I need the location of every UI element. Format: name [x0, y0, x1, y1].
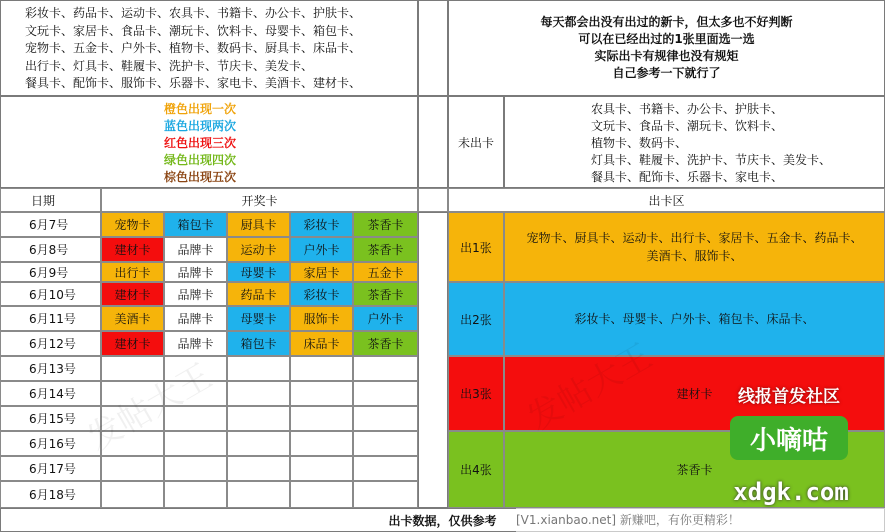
date-cell: [0, 356, 101, 381]
table-divider-col: [418, 212, 448, 508]
draw-card-cell: [101, 212, 164, 237]
draw-card-cell: [290, 306, 353, 331]
date-label: 6月17号: [29, 462, 76, 476]
header-date: [0, 188, 101, 212]
draw-card-cell: [101, 431, 164, 456]
draw-card-label: 茶香卡: [367, 337, 404, 351]
date-cell: [0, 306, 101, 331]
date-cell: [0, 237, 101, 262]
draw-card-cell: [290, 282, 353, 306]
header-out-zone: [448, 188, 885, 212]
draw-card-cell: [290, 331, 353, 356]
legend-item: 橙色出现一次: [164, 102, 237, 116]
draw-card-cell: [164, 406, 227, 431]
draw-card-cell: [290, 431, 353, 456]
date-cell: [0, 282, 101, 306]
legend-item: 红色出现三次: [164, 136, 237, 150]
out-zone-label: 出2张: [460, 312, 492, 327]
draw-card-cell: [353, 212, 418, 237]
out-zone-label-cell: [448, 431, 504, 508]
draw-card-label: 箱包卡: [240, 337, 277, 351]
draw-card-cell: [353, 356, 418, 381]
date-cell: [0, 212, 101, 237]
draw-card-cell: [227, 356, 290, 381]
draw-card-cell: [353, 282, 418, 306]
draw-card-cell: [227, 212, 290, 237]
draw-card-cell: [101, 456, 164, 481]
not-out-text: 农具卡、书籍卡、办公卡、护肤卡、 文玩卡、食品卡、潮玩卡、饮料卡、 植物卡、数码卡、 灯具卡、鞋履卡、洗护卡、节庆卡、美发卡、 餐具卡、配饰卡、乐器卡、家电卡、: [591, 102, 832, 184]
draw-card-cell: [164, 331, 227, 356]
draw-card-cell: [353, 331, 418, 356]
draw-card-cell: [164, 262, 227, 282]
draw-card-cell: [227, 406, 290, 431]
out-zone-label: 出1张: [460, 240, 492, 255]
notes-line: 每天都会出没有出过的新卡，但太多也不好判断: [540, 15, 793, 29]
draw-card-cell: [227, 331, 290, 356]
date-cell: [0, 381, 101, 406]
draw-card-cell: [164, 456, 227, 481]
divider-col-2: [418, 96, 448, 188]
draw-card-label: 宠物卡: [114, 218, 151, 232]
header-draw: [101, 188, 418, 212]
draw-card-cell: [227, 481, 290, 508]
notes-lines: [540, 14, 792, 82]
out-zone-cards-cell: [504, 282, 885, 356]
draw-card-cell: [353, 306, 418, 331]
draw-card-cell: [164, 306, 227, 331]
draw-card-cell: [290, 381, 353, 406]
draw-card-cell: [290, 356, 353, 381]
draw-card-label: 出行卡: [114, 265, 151, 280]
date-cell: [0, 406, 101, 431]
footer-text: 出卡数据，仅供参考: [388, 513, 497, 528]
draw-card-cell: [353, 481, 418, 508]
promo-domain: xdgk.com: [733, 478, 849, 506]
draw-card-cell: [290, 481, 353, 508]
draw-card-label: 品牌卡: [177, 243, 214, 257]
draw-card-cell: [164, 356, 227, 381]
notes-line: 实际出卡有规律也没有规矩: [594, 49, 739, 63]
draw-card-label: 品牌卡: [177, 287, 214, 302]
draw-card-cell: [164, 481, 227, 508]
draw-card-label: 彩妆卡: [303, 218, 340, 232]
date-cell: [0, 481, 101, 508]
draw-card-cell: [101, 262, 164, 282]
draw-card-label: 床品卡: [303, 337, 340, 351]
legend-item: 棕色出现五次: [164, 170, 237, 184]
legend: [164, 101, 236, 186]
date-label: 6月9号: [29, 265, 69, 280]
draw-card-label: 服饰卡: [303, 312, 340, 326]
draw-card-label: 五金卡: [367, 265, 404, 280]
out-zone-label-cell: [448, 356, 504, 431]
not-out-label-cell: [448, 96, 504, 188]
draw-card-label: 彩妆卡: [303, 287, 340, 302]
draw-card-label: 品牌卡: [177, 312, 214, 326]
draw-card-cell: [101, 282, 164, 306]
promo-badge-brand: 小嘀咕: [730, 416, 848, 460]
header-out-zone-label: 出卡区: [648, 193, 685, 208]
draw-card-label: 药品卡: [240, 287, 277, 302]
draw-card-cell: [353, 431, 418, 456]
notes-line: 可以在已经出过的1张里面选一选: [578, 32, 755, 46]
legend-item: 蓝色出现两次: [164, 119, 237, 133]
draw-card-label: 建材卡: [114, 287, 151, 302]
draw-card-label: 茶香卡: [367, 287, 404, 302]
not-out-label: 未出卡: [457, 135, 494, 150]
card-list-box: [0, 0, 418, 96]
draw-card-cell: [227, 282, 290, 306]
draw-card-cell: [101, 406, 164, 431]
date-label: 6月7号: [29, 218, 69, 232]
date-label: 6月18号: [29, 488, 76, 502]
draw-card-cell: [290, 237, 353, 262]
date-label: 6月16号: [29, 437, 76, 451]
draw-card-label: 母婴卡: [240, 312, 277, 326]
draw-card-label: 品牌卡: [177, 337, 214, 351]
date-cell: [0, 456, 101, 481]
draw-card-cell: [101, 237, 164, 262]
out-zone-label: 出4张: [460, 463, 492, 477]
draw-card-cell: [101, 331, 164, 356]
header-draw-label: 开奖卡: [241, 193, 278, 208]
notes-line: 自己参考一下就行了: [612, 66, 721, 80]
out-zone-cards: 宠物卡、厨具卡、运动卡、出行卡、家居卡、五金卡、药品卡、 美酒卡、服饰卡、: [526, 231, 863, 263]
draw-card-label: 美酒卡: [114, 312, 151, 326]
draw-card-label: 箱包卡: [177, 218, 214, 232]
draw-card-cell: [290, 262, 353, 282]
draw-card-label: 茶香卡: [367, 243, 404, 257]
draw-card-label: 厨具卡: [240, 218, 277, 232]
draw-card-label: 家居卡: [303, 265, 340, 280]
draw-card-cell: [353, 456, 418, 481]
draw-card-cell: [290, 212, 353, 237]
draw-card-label: 茶香卡: [367, 218, 404, 232]
draw-card-cell: [227, 262, 290, 282]
card-list-text: 彩妆卡、药品卡、运动卡、农具卡、书籍卡、办公卡、护肤卡、 文玩卡、家居卡、食品卡、潮玩卡、饮料卡、母婴卡、箱包卡、 宠物卡、五金卡、户外卡、植物卡、数码卡、厨具卡、床品卡、 出行卡、灯具卡、鞋履卡、洗护卡、节庆卡、美发卡、 餐具卡、配饰卡、服饰卡、乐器卡、家电卡、美酒卡、建材卡、: [25, 6, 362, 90]
date-label: 6月15号: [29, 412, 76, 426]
draw-card-cell: [227, 306, 290, 331]
draw-card-cell: [164, 431, 227, 456]
draw-card-cell: [164, 381, 227, 406]
draw-card-label: 品牌卡: [177, 265, 214, 280]
out-zone-cards: 建材卡: [676, 386, 713, 401]
date-cell: [0, 431, 101, 456]
draw-card-label: 母婴卡: [240, 265, 277, 280]
draw-card-label: 户外卡: [367, 312, 404, 326]
header-divider: [418, 188, 448, 212]
date-label: 6月8号: [29, 243, 69, 257]
draw-card-cell: [227, 237, 290, 262]
promo-badge-title: 线报首发社区: [738, 387, 840, 407]
draw-card-cell: [227, 431, 290, 456]
draw-card-cell: [101, 381, 164, 406]
date-label: 6月10号: [29, 287, 76, 302]
draw-card-label: 建材卡: [114, 243, 151, 257]
draw-card-cell: [353, 406, 418, 431]
out-zone-label-cell: [448, 212, 504, 282]
draw-card-cell: [164, 237, 227, 262]
date-label: 6月14号: [29, 387, 76, 401]
date-cell: [0, 331, 101, 356]
draw-card-cell: [101, 481, 164, 508]
notes-box: [448, 0, 885, 96]
out-zone-label-cell: [448, 282, 504, 356]
draw-card-cell: [227, 456, 290, 481]
not-out-cell: [504, 96, 885, 188]
draw-card-cell: [101, 356, 164, 381]
legend-item: 绿色出现四次: [164, 153, 237, 167]
out-zone-label: 出3张: [460, 387, 492, 401]
out-zone-cards: 彩妆卡、母婴卡、户外卡、箱包卡、床品卡、: [574, 312, 815, 326]
draw-card-cell: [227, 381, 290, 406]
out-zone-cards-cell: [504, 212, 885, 282]
draw-card-label: 运动卡: [240, 243, 277, 257]
date-cell: [0, 262, 101, 282]
date-label: 6月12号: [29, 337, 76, 351]
out-zone-cards: 茶香卡: [676, 462, 713, 477]
draw-card-cell: [101, 306, 164, 331]
header-date-label: 日期: [31, 193, 56, 208]
footer-right-overlay: [V1.xianbao.net] 新赚吧，有你更精彩！: [516, 508, 885, 532]
divider-col: [418, 0, 448, 96]
draw-card-cell: [353, 381, 418, 406]
promo-badge: [718, 384, 860, 480]
draw-card-cell: [290, 406, 353, 431]
draw-card-cell: [290, 456, 353, 481]
draw-card-cell: [164, 212, 227, 237]
date-label: 6月11号: [29, 312, 76, 326]
draw-card-cell: [353, 237, 418, 262]
draw-card-cell: [353, 262, 418, 282]
draw-card-label: 户外卡: [303, 243, 340, 257]
date-label: 6月13号: [29, 362, 76, 376]
draw-card-cell: [164, 282, 227, 306]
draw-card-label: 建材卡: [114, 337, 151, 351]
legend-box: [0, 96, 418, 188]
